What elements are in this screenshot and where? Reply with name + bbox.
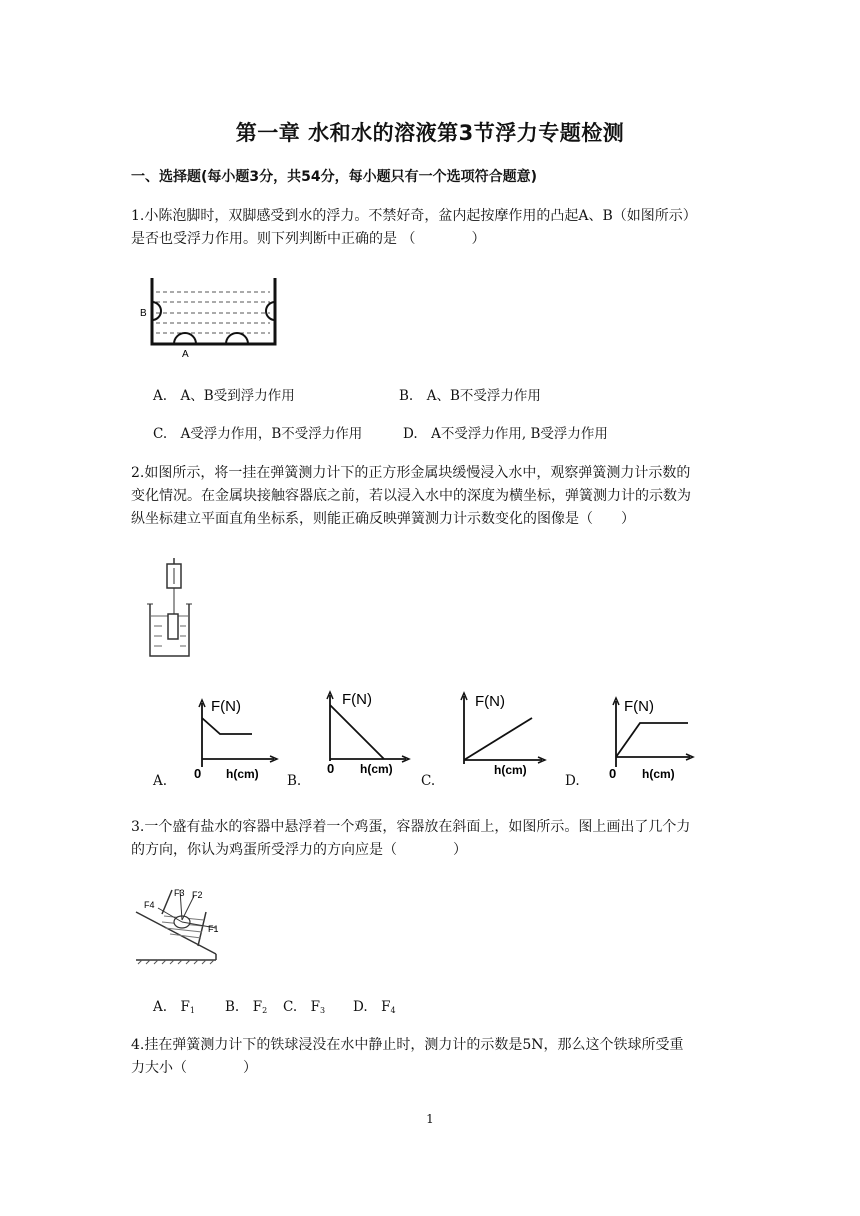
- graph-b: [318, 687, 413, 777]
- basin-figure: [136, 272, 286, 364]
- graph-a-xlabel: h(cm): [226, 767, 259, 781]
- q3-option-c-sub: 3: [320, 1006, 326, 1015]
- question-1-line-1: 1.小陈泡脚时，双脚感受到水的浮力。不禁好奇，盆内起按摩作用的凸起A、B（如图所示）: [131, 208, 697, 224]
- question-2-line-2: 变化情况。在金属块接触容器底之前，若以浸入水中的深度为横坐标，弹簧测力计的示数为: [131, 488, 691, 504]
- graph-a-ylabel: F(N): [211, 698, 241, 715]
- q3-option-b[interactable]: [225, 995, 267, 1015]
- q2-option-a[interactable]: A.: [153, 773, 168, 789]
- q3-option-a-sub: 1: [189, 1006, 196, 1015]
- question-3: [131, 816, 731, 862]
- graph-d-xlabel: h(cm): [642, 767, 675, 781]
- label-f3: F3: [174, 888, 185, 898]
- graph-a-origin: 0: [194, 766, 202, 781]
- q1-option-a[interactable]: A. A、B受到浮力作用: [153, 388, 295, 404]
- q3-option-b-text: B. F: [225, 999, 263, 1015]
- graph-d: [604, 691, 699, 783]
- label-b: B: [140, 308, 147, 319]
- graph-b-ylabel: F(N): [342, 691, 372, 708]
- q3-option-d-sub: 4: [390, 1006, 396, 1015]
- q2-option-c[interactable]: C.: [421, 773, 436, 789]
- graph-d-ylabel: F(N): [624, 698, 654, 715]
- label-a: A: [182, 349, 189, 360]
- graph-c-xlabel: h(cm): [494, 763, 527, 777]
- question-3-line-2: 的方向，你认为鸡蛋所受浮力的方向应是（ ）: [131, 842, 467, 858]
- page-number: 1: [426, 1112, 434, 1126]
- graph-d-origin: 0: [609, 766, 617, 781]
- q2-option-b[interactable]: B.: [287, 773, 302, 789]
- section-heading: 一、选择题(每小题3分，共54分，每小题只有一个选项符合题意): [131, 169, 538, 185]
- question-4-line-2: 力大小（ ）: [131, 1060, 257, 1076]
- q3-option-d[interactable]: [353, 995, 396, 1015]
- question-4-line-1: 4.挂在弹簧测力计下的铁球浸没在水中静止时，测力计的示数是5N，那么这个铁球所受重: [131, 1037, 684, 1053]
- question-3-line-1: 3.一个盛有盐水的容器中悬浮着一个鸡蛋，容器放在斜面上，如图所示。图上画出了几个力: [131, 819, 691, 835]
- question-4: [131, 1034, 731, 1080]
- q1-option-b[interactable]: B. A、B不受浮力作用: [399, 388, 541, 404]
- graph-c-ylabel: F(N): [475, 693, 505, 710]
- q3-option-c-text: C. F: [283, 999, 321, 1015]
- page-title: 第一章 水和水的溶液第3节浮力专题检测: [235, 121, 625, 145]
- q3-option-a[interactable]: [153, 995, 195, 1015]
- q3-option-b-sub: 2: [262, 1006, 268, 1015]
- label-f4: F4: [144, 900, 155, 910]
- q3-option-c[interactable]: [283, 995, 325, 1015]
- spring-scale-figure: [144, 556, 194, 662]
- question-2-line-1: 2.如图所示，将一挂在弹簧测力计下的正方形金属块缓慢浸入水中，观察弹簧测力计示数的: [131, 465, 691, 481]
- question-1: [131, 205, 731, 251]
- label-f1: F1: [208, 924, 219, 934]
- label-f2: F2: [192, 890, 203, 900]
- graph-b-origin: 0: [327, 761, 335, 776]
- q2-option-d[interactable]: D.: [565, 773, 580, 789]
- q3-option-a-text: A. F: [153, 999, 190, 1015]
- q3-option-d-text: D. F: [353, 999, 391, 1015]
- graph-a: [190, 693, 280, 783]
- graph-c: [454, 688, 549, 778]
- q1-option-c[interactable]: C. A受浮力作用，B不受浮力作用: [153, 426, 363, 442]
- q1-option-d[interactable]: D. A不受浮力作用, B受浮力作用: [403, 426, 608, 442]
- incline-figure: [132, 884, 222, 966]
- question-2: [131, 462, 731, 531]
- question-1-line-2: 是否也受浮力作用。则下列判断中正确的是 （ ）: [131, 231, 486, 247]
- graph-b-xlabel: h(cm): [360, 762, 393, 776]
- question-2-line-3: 纵坐标建立平面直角坐标系，则能正确反映弹簧测力计示数变化的图像是（ ）: [131, 511, 635, 527]
